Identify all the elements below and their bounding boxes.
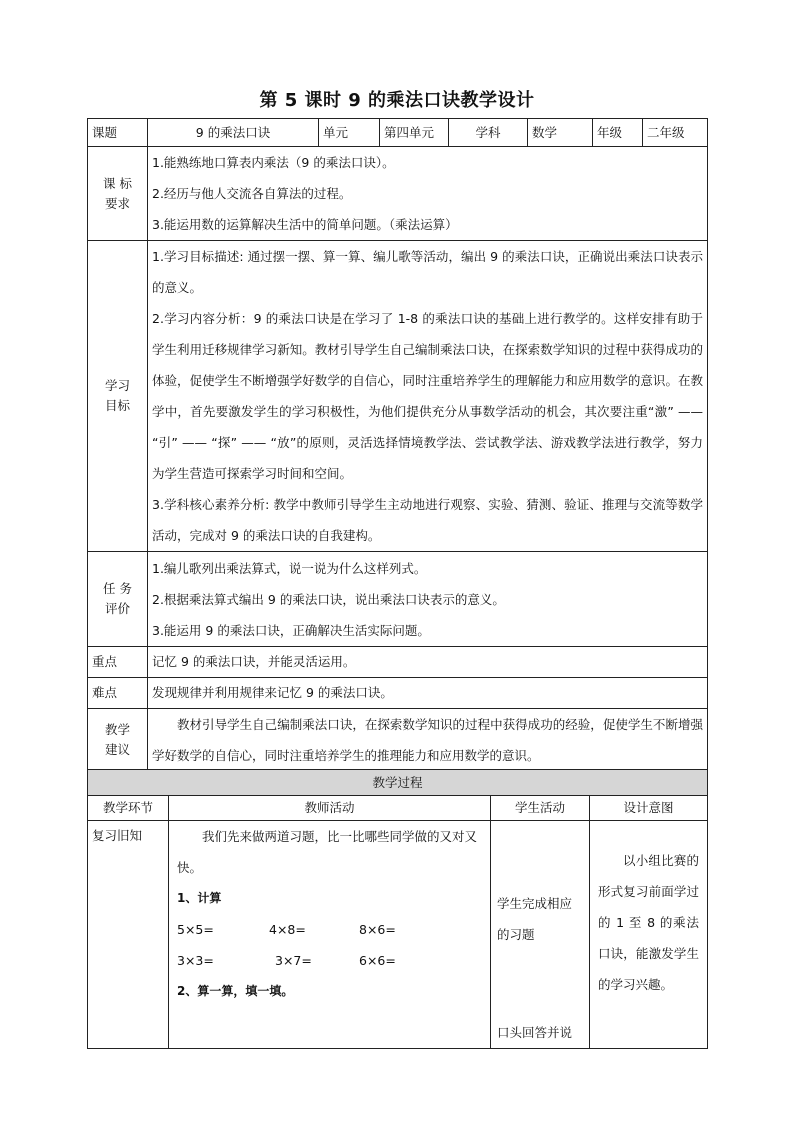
standards-label: 课 标 要求 <box>88 147 148 241</box>
tasks-item: 1.编儿歌列出乘法算式，说一说为什么这样列式。 <box>152 560 427 576</box>
advice-label: 教学 建议 <box>88 709 148 772</box>
keypoint-row <box>88 647 708 678</box>
teacher-activity <box>169 821 491 1049</box>
tasks-item: 2.根据乘法算式编出 9 的乘法口诀，说出乘法口诀表示的意义。 <box>152 591 505 607</box>
standards-content <box>148 147 708 241</box>
process-heading-row <box>88 770 708 796</box>
expr: 3×7= <box>275 953 312 968</box>
expr-row-2 <box>177 945 484 976</box>
standards-item: 3.能运用数的运算解决生活中的简单问题。（乘法运算） <box>152 217 458 232</box>
standards-item: 1.能熟练地口算表内乘法（9 的乘法口诀）。 <box>152 155 395 170</box>
grade-value: 二年级 <box>643 119 708 147</box>
student-activity <box>491 821 590 1049</box>
teaching-process-table <box>87 769 708 1049</box>
col-stage: 教学环节 <box>88 796 169 821</box>
tasks-row <box>88 552 708 647</box>
goals-item: 2.学习内容分析：9 的乘法口诀是在学习了 1-8 的乘法口诀的基础上进行教学的。这样安排有助于学生利用迁移规律学习新知。教材引导学生自己编制乘法口诀，在探索数学知识的过程中获得成功的体验，促使学生不断增强学好数学的自信心，同时注重培养学生的理解能力和应用数学的意识。在教学中，首先要激发学生的学习积极性，为他们提供充分从事数学活动的机会，其次要注重“激” —— “引” —— “探” —— “放”的原则，灵活选择情境教学法、尝试教学法、游戏教学法进行教学，努力为学生营造可探索学习时间和空间。 <box>152 311 703 481</box>
standards-row <box>88 147 708 241</box>
goals-item: 3.学科核心素养分析: 教学中教师引导学生主动地进行观察、实验、猜测、验证、推理与交流等数学活动，完成对 9 的乘法口诀的自我建构。 <box>152 497 703 543</box>
difficulty-text: 发现规律并利用规律来记忆 9 的乘法口诀。 <box>148 678 708 709</box>
fill-title: 2、算一算，填一填。 <box>177 984 294 998</box>
keypoint-label: 重点 <box>88 647 148 678</box>
topic-label: 课题 <box>88 119 148 147</box>
standards-item: 2.经历与他人交流各自算法的过程。 <box>152 186 352 201</box>
tasks-content <box>148 552 708 647</box>
student-text-1: 学生完成相应的习题 <box>497 896 573 942</box>
col-student: 学生活动 <box>491 796 590 821</box>
tasks-item: 3.能运用 9 的乘法口诀，正确解决生活实际问题。 <box>152 622 430 638</box>
grade-label: 年级 <box>593 119 643 147</box>
goals-label: 学习 目标 <box>88 241 148 552</box>
subject-value: 数学 <box>528 119 593 147</box>
difficulty-label: 难点 <box>88 678 148 709</box>
goals-row <box>88 241 708 552</box>
process-columns-row <box>88 796 708 821</box>
student-text-2: 口头回答并说 <box>497 1025 573 1040</box>
unit-value: 第四单元 <box>380 119 449 147</box>
expr: 6×6= <box>359 953 396 968</box>
advice-content <box>148 709 708 772</box>
intent-text: 以小组比赛的形式复习前面学过的 1 至 8 的乘法口诀，能激发学生的学习兴趣。 <box>598 853 700 992</box>
teacher-intro: 我们先来做两道习题，比一比哪些同学做的又对又快。 <box>177 829 478 875</box>
expr-row-1 <box>177 914 484 945</box>
unit-label: 单元 <box>319 119 380 147</box>
calc-title: 1、计算 <box>177 891 222 905</box>
expr: 3×3= <box>177 953 214 968</box>
goals-content <box>148 241 708 552</box>
advice-text: 教材引导学生自己编制乘法口诀，在探索数学知识的过程中获得成功的经验，促使学生不断增强学好数学的自信心，同时注重培养学生的推理能力和应用数学的意识。 <box>152 717 703 763</box>
topic-value: 9 的乘法口诀 <box>148 119 319 147</box>
expr: 5×5= <box>177 922 214 937</box>
advice-row <box>88 709 708 772</box>
col-intent: 设计意图 <box>590 796 708 821</box>
intent-cell <box>590 821 708 1049</box>
col-teacher: 教师活动 <box>169 796 491 821</box>
page-title: 第 5 课时 9 的乘法口诀教学设计 <box>259 90 535 111</box>
subject-label: 学科 <box>449 119 528 147</box>
header-row <box>88 119 708 147</box>
stage-cell: 复习旧知 <box>88 821 169 1049</box>
goals-item: 1.学习目标描述: 通过摆一摆、算一算、编儿歌等活动，编出 9 的乘法口诀，正确说出乘法口诀表示的意义。 <box>152 249 703 295</box>
lesson-info-table <box>87 118 708 772</box>
difficulty-row <box>88 678 708 709</box>
keypoint-text: 记忆 9 的乘法口诀，并能灵活运用。 <box>148 647 708 678</box>
tasks-label: 任 务 评价 <box>88 552 148 647</box>
process-row <box>88 821 708 1049</box>
expr: 4×8= <box>269 922 306 937</box>
expr: 8×6= <box>359 922 396 937</box>
process-heading: 教学过程 <box>88 770 708 796</box>
